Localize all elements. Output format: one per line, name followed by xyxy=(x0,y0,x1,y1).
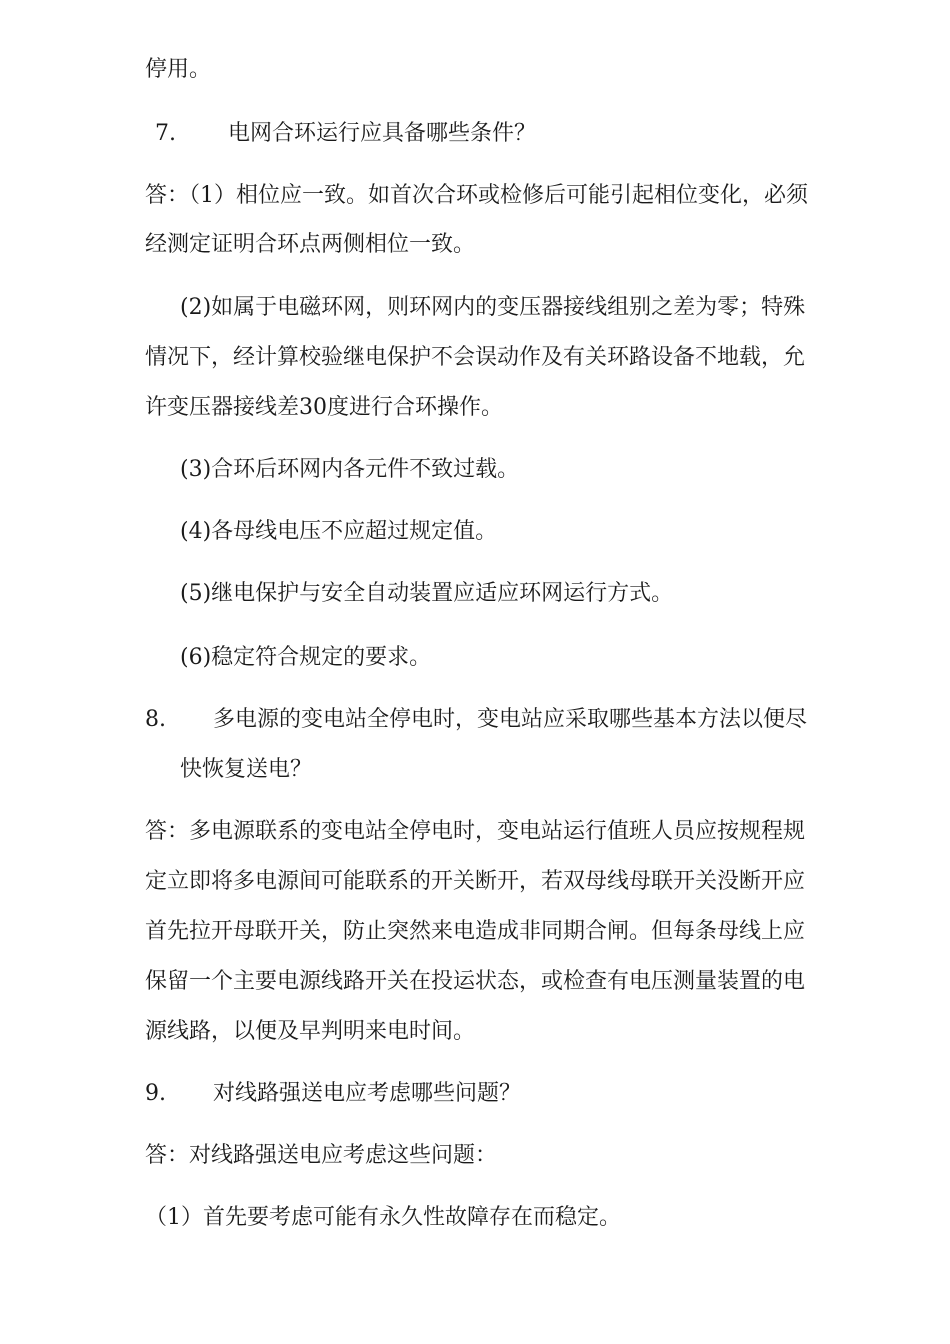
answer-line: 保留一个主要电源线路开关在投运状态，或检查有电压测量装置的电 xyxy=(145,969,806,994)
answer-line: (6)稳定符合规定的要求。 xyxy=(180,645,432,670)
answer-line: 经测定证明合环点两侧相位一致。 xyxy=(145,232,476,257)
answer-line: (3)合环后环网内各元件不致过载。 xyxy=(180,457,520,482)
answer-line: 答：对线路强送电应考虑这些问题： xyxy=(145,1143,498,1168)
question-heading: 快恢复送电？ xyxy=(180,757,313,782)
answer-line: 情况下，经计算校验继电保护不会误动作及有关环路设备不地载，允 xyxy=(145,345,806,370)
question-number: 8. xyxy=(145,707,166,732)
answer-line: (5)继电保护与安全自动装置应适应环网运行方式。 xyxy=(180,581,674,606)
answer-line: 源线路，以便及早判明来电时间。 xyxy=(145,1019,476,1044)
answer-line: 首先拉开母联开关，防止突然来电造成非同期合闸。但每条母线上应 xyxy=(145,919,806,944)
answer-line: （1）首先要考虑可能有永久性故障存在而稳定。 xyxy=(145,1205,621,1230)
answer-line: 答：多电源联系的变电站全停电时，变电站运行值班人员应按规程规 xyxy=(145,819,806,844)
answer-line: (2)如属于电磁环网，则环网内的变压器接线组别之差为零；特殊 xyxy=(180,295,806,320)
question-heading: 电网合环运行应具备哪些条件？ xyxy=(228,121,537,146)
question-number: 9. xyxy=(145,1081,166,1106)
answer-line: 答：（1）相位应一致。如首次合环或检修后可能引起相位变化，必须 xyxy=(145,183,808,208)
question-number: 7. xyxy=(155,121,176,146)
question-heading: 多电源的变电站全停电时，变电站应采取哪些基本方法以便尽 xyxy=(213,707,808,732)
question-heading: 对线路强送电应考虑哪些问题？ xyxy=(213,1081,522,1106)
text-line: 停用。 xyxy=(145,57,212,82)
answer-line: 许变压器接线差30度进行合环操作。 xyxy=(145,395,503,420)
answer-line: 定立即将多电源间可能联系的开关断开，若双母线母联开关没断开应 xyxy=(145,869,806,894)
answer-line: (4)各母线电压不应超过规定值。 xyxy=(180,519,498,544)
